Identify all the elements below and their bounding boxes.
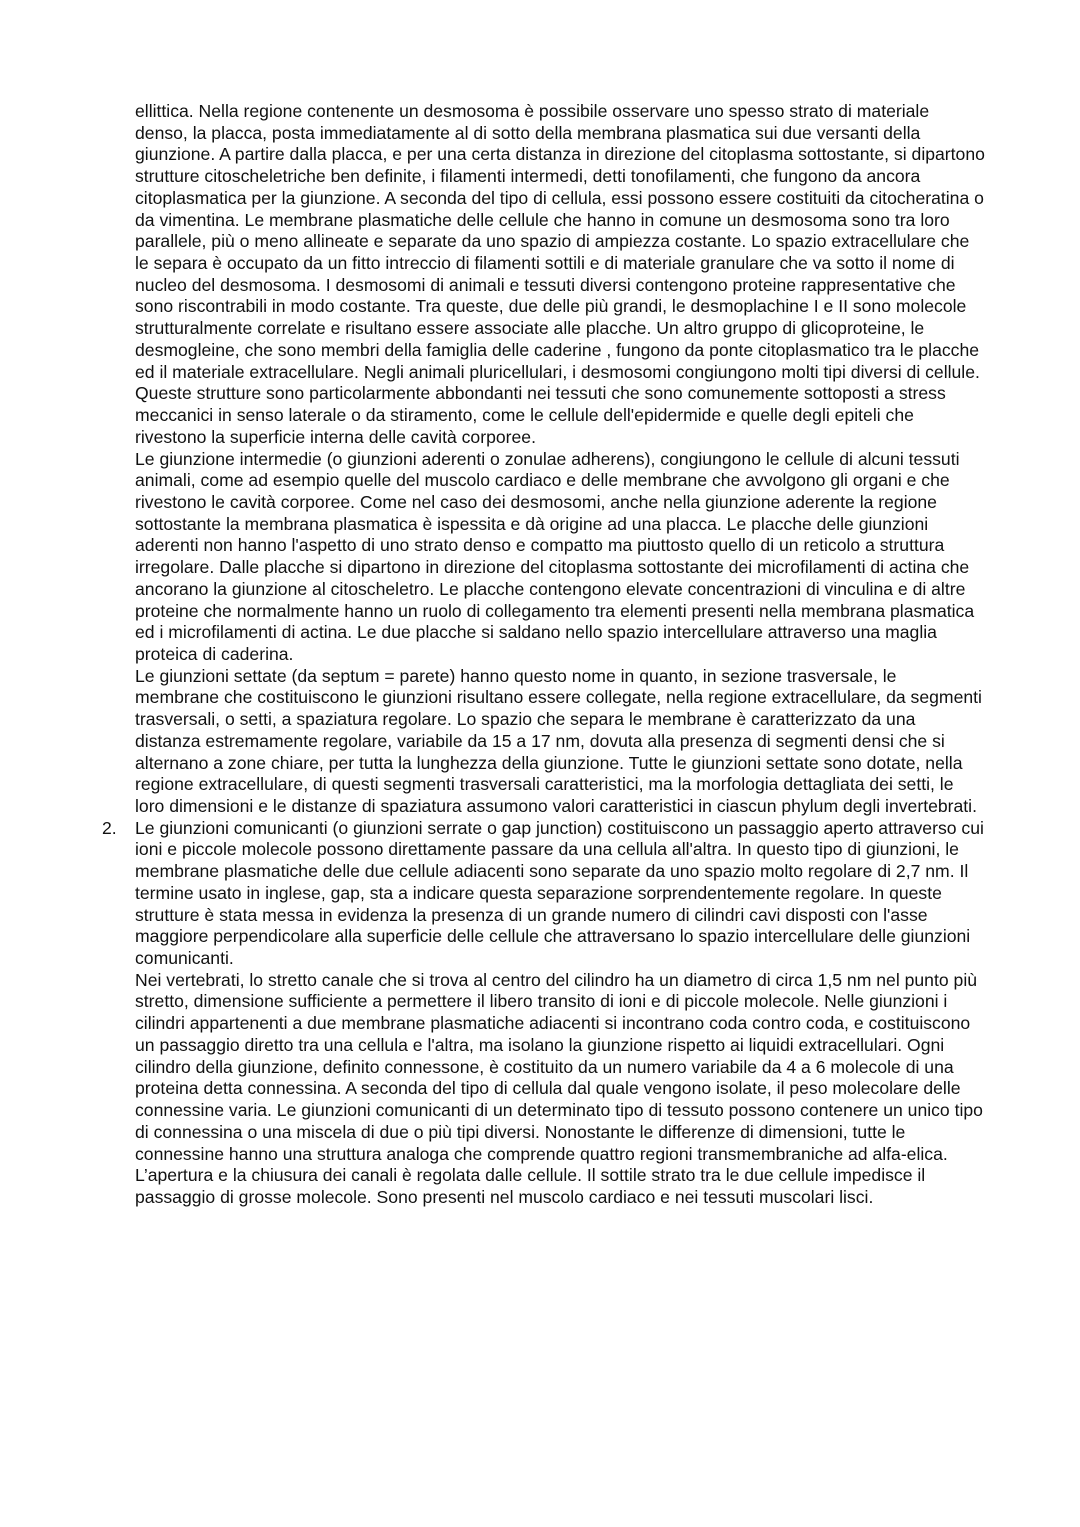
desmosome-paragraph: ellittica. Nella regione contenente un desmosoma è possibile osservare uno spesso strato di materiale denso, la placca, posta immediatamente al di sotto della membrana plasmatica sui due versanti della giunzione. A partire dalla placca, e per una certa distanza in direzione del citoplasma sottostante, si dipartono strutture citoscheletriche ben definite, i filamenti intermedi, detti tonofilamenti, che fungono da ancora citoplasmatica per la giunzione. A seconda del tipo di cellula, essi possono essere costituiti da citocheratina o da vimentina. Le membrane plasmatiche delle cellule che hanno in comune un desmosoma sono tra loro parallele, più o meno allineate e separate da uno spazio di ampiezza costante. Lo spazio extracellulare che le separa è occupato da un fitto intreccio di filamenti sottili e di materiale granulare che va sotto il nome di nucleo del desmosoma. I desmosomi di animali e tessuti diversi contengono proteine rappresentative che sono riscontrabili in modo costante. Tra queste, due delle più grandi, le desmoplachine I e II sono molecole strutturalmente correlate e risultano essere associate alle placche. Un altro gruppo di glicoproteine, le desmogleine, che sono membri della famiglia delle caderine , fungono da ponte citoplasmatico tra le placche ed il materiale extracellulare. Negli animali pluricellulari, i desmosomi congiungono molti tipi diversi di cellule. Queste strutture sono particolarmente abbondanti nei tessuti che sono comunemente sottoposti a stress meccanici in senso laterale o da stiramento, come le cellule dell'epidermide e quelle degli epiteli che rivestono la superficie interna delle cavità corporee.	[135, 101, 985, 447]
adherens-junction-paragraph: Le giunzione intermedie (o giunzioni aderenti o zonulae adherens), congiungono le cellule di alcuni tessuti animali, come ad esempio quelle del muscolo cardiaco e delle membrane che avvolgono gli organi e che rivestono le cavità corporee. Come nel caso dei desmosomi, anche nella giunzione aderente la regione sottostante la membrana plasmatica è ispessita e dà origine ad una placca. Le placche delle giunzioni aderenti non hanno l'aspetto di uno strato denso e compatto ma piuttosto quello di un reticolo a struttura irregolare. Dalle placche si dipartono in direzione del citoplasma sottostante dei microfilamenti di actina che ancorano la giunzione al citoscheletro. Le placche contengono elevate concentrazioni di vinculina e di altre proteine che normalmente hanno un ruolo di collegamento tra elementi presenti nella membrana plasmatica ed i microfilamenti di actina. Le due placche si saldano nello spazio intercellulare attraverso una maglia proteica di caderina.	[135, 448, 975, 664]
body-text	[102, 101, 985, 1209]
septate-junction-paragraph: Le giunzioni settate (da septum = parete) hanno questo nome in quanto, in sezione trasversale, le membrane che costituiscono le giunzioni risultano essere collegate, nella regione extracellulare, da segmenti trasversali, o setti, a spaziatura regolare. Lo spazio che separa le membrane è caratterizzato da una distanza estremamente regolare, variabile da 15 a 17 nm, dovuta alla presenza di segmenti densi che si alternano a zone chiare, per tutta la lunghezza della giunzione. Tutte le giunzioni settate sono dotate, nella regione extracellulare, di questi segmenti trasversali caratteristici, ma la morfologia dettagliata dei setti, le loro dimensioni e le distanze di spaziatura assumono valori caratteristici in ciascun phylum degli invertebrati.	[135, 665, 982, 816]
list-item	[102, 817, 985, 1209]
list-item-number: 2.	[102, 817, 117, 838]
connexon-paragraph: Nei vertebrati, lo stretto canale che si trova al centro del cilindro ha un diametro di circa 1,5 nm nel punto più stretto, dimensione sufficiente a permettere il libero transito di ioni e di piccole molecole. Nelle giunzioni i cilindri appartenenti a due membrane plasmatiche adiacenti si incontrano coda contro coda, e costituiscono un passaggio diretto tra una cellula e l'altra, ma isolano la giunzione rispetto ai liquidi extracellulari. Ogni cilindro della giunzione, definito connessone, è costituito da un numero variabile da 4 a 6 molecole di una proteina detta connessina. A seconda del tipo di cellula dal quale vengono isolate, il peso molecolare delle connessine varia. Le giunzioni comunicanti di un determinato tipo di tessuto possono contenere un unico tipo di connessina o una miscela di due o più tipi diversi. Nonostante le differenze di dimensioni, tutte le connessine hanno una struttura analoga che comprende quattro regioni transmembraniche ad alfa-elica. L’apertura e la chiusura dei canali è regolata dalle cellule. Il sottile strato tra le due cellule impedisce il passaggio di grosse molecole. Sono presenti nel muscolo cardiaco e nei tessuti muscolari lisci.	[135, 969, 983, 1207]
gap-junction-paragraph: Le giunzioni comunicanti (o giunzioni serrate o gap junction) costituiscono un passaggio aperto attraverso cui ioni e piccole molecole possono direttamente passare da una cellula all'altra. In questo tipo di giunzioni, le membrane plasmatiche delle due cellule adiacenti sono separate da uno spazio molto regolare di 2,7 nm. Il termine usato in inglese, gap, sta a indicare questa separazione sorprendentemente regolare. In queste strutture è stata messa in evidenza la presenza di un grande numero di cilindri cavi disposti con l'asse maggiore perpendicolare alla superficie delle cellule che attraversano lo spazio intercellulare delle giunzioni comunicanti.	[135, 817, 984, 969]
